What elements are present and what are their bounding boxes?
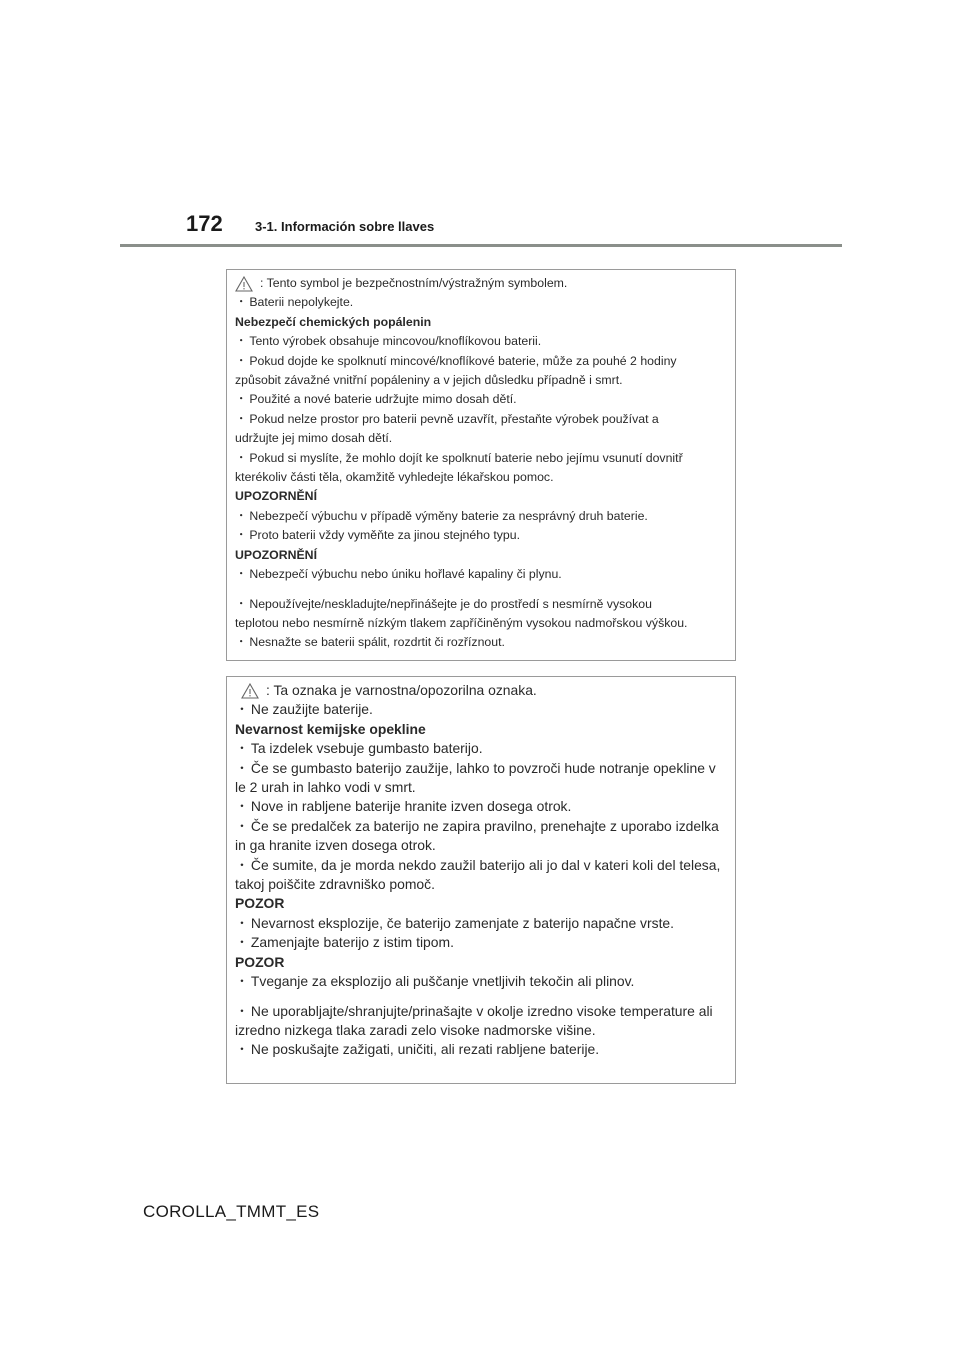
warning-heading <box>235 313 729 332</box>
paragraph-gap <box>235 585 729 595</box>
line-text: Pokud nelze prostor pro baterii pevně uzavřít, přestaňte výrobek používat a <box>249 411 659 426</box>
bullet-item <box>235 914 729 933</box>
bullet-item <box>235 526 729 545</box>
bullet-item <box>235 759 729 778</box>
text-line <box>235 429 729 448</box>
text-line <box>235 681 729 700</box>
text-line <box>235 1021 729 1040</box>
text-line <box>235 274 729 293</box>
line-text: Tveganje za eksplozijo ali puščanje vnetljivih tekočin ali plinov. <box>250 973 635 990</box>
text-line <box>235 614 729 633</box>
bullet-marker: ・ <box>235 334 248 349</box>
bullet-item <box>235 565 729 584</box>
line-text: Použité a nové baterie udržujte mimo dosah dětí. <box>249 392 517 407</box>
line-text: in ga hranite izven dosega otrok. <box>235 837 436 854</box>
line-text: Nevarnost kemijske opekline <box>235 720 426 737</box>
bullet-item <box>235 410 729 429</box>
bullet-item <box>235 1002 729 1021</box>
bullet-marker: ・ <box>235 914 249 931</box>
bullet-marker: ・ <box>235 635 248 650</box>
bullet-marker: ・ <box>235 411 248 426</box>
bullet-item <box>235 700 729 719</box>
line-text: Ne uporabljajte/shranjujte/prinašajte v okolje izredno visoke temperature ali <box>250 1002 713 1019</box>
line-text: udržujte jej mimo dosah dětí. <box>235 431 393 446</box>
line-text: Nebezpečí výbuchu nebo úniku hořlavé kapaliny či plynu. <box>249 567 562 582</box>
warning-heading <box>235 894 729 913</box>
line-text: POZOR <box>235 953 285 970</box>
line-text: Nesnažte se baterii spálit, rozdrtit či rozříznout. <box>249 635 505 650</box>
line-text: Nebezpečí chemických popálenin <box>235 314 432 329</box>
bullet-marker: ・ <box>235 353 248 368</box>
bullet-marker: ・ <box>235 1002 249 1019</box>
bullet-marker: ・ <box>235 701 249 718</box>
bullet-marker: ・ <box>235 973 249 990</box>
text-line <box>235 778 729 797</box>
bullet-item <box>235 507 729 526</box>
page-number: 172 <box>186 211 223 236</box>
line-text: Baterii nepolykejte. <box>249 295 354 310</box>
bullet-item <box>235 352 729 371</box>
bullet-item <box>235 739 729 758</box>
line-text: Nove in rabljene baterije hranite izven dosega otrok. <box>250 798 572 815</box>
warning-heading <box>235 546 729 565</box>
line-text: Nebezpečí výbuchu v případě výměny baterie za nesprávný druh baterie. <box>249 508 648 523</box>
bullet-item <box>235 633 729 652</box>
line-text: Pokud si myslíte, že mohlo dojít ke spolknutí baterie nebo jejímu vsunutí dovnitř <box>249 450 683 465</box>
bullet-marker: ・ <box>235 392 248 407</box>
section-title: 3-1. Información sobre llaves <box>255 219 435 234</box>
line-text: Če se predalček za baterijo ne zapira pravilno, prenehajte z uporabo izdelka <box>250 817 719 834</box>
line-text: Če sumite, da je morda nekdo zaužil baterijo ali jo dal v kateri koli del telesa, <box>250 856 721 873</box>
bullet-marker: ・ <box>235 740 249 757</box>
bullet-item <box>235 972 729 991</box>
header-divider <box>120 244 842 247</box>
line-text: : Ta oznaka je varnostna/opozorilna oznaka. <box>266 682 537 698</box>
text-line <box>235 468 729 487</box>
bullet-marker: ・ <box>235 856 249 873</box>
line-text: le 2 urah in lahko vodi v smrt. <box>235 779 416 796</box>
bullet-marker: ・ <box>235 817 249 834</box>
line-text: UPOZORNĚNÍ <box>235 489 317 504</box>
bullet-marker: ・ <box>235 528 248 543</box>
line-text: způsobit závažné vnitřní popáleniny a v jejich důsledku případně i smrt. <box>235 373 623 388</box>
warning-heading <box>235 953 729 972</box>
line-text: : Tento symbol je bezpečnostním/výstražným symbolem. <box>260 276 568 290</box>
bullet-item <box>235 817 729 836</box>
bullet-item <box>235 797 729 816</box>
bullet-marker: ・ <box>235 508 248 523</box>
line-text: Proto baterii vždy vyměňte za jinou stejného typu. <box>249 528 520 543</box>
line-text: Pokud dojde ke spolknutí mincové/knoflíkové baterie, může za pouhé 2 hodiny <box>249 353 677 368</box>
line-text: Tento výrobek obsahuje mincovou/knoflíkovou baterii. <box>249 334 542 349</box>
line-text: kterékoliv části těla, okamžitě vyhledejte lékařskou pomoc. <box>235 470 554 485</box>
text-line <box>235 836 729 855</box>
bullet-item <box>235 856 729 875</box>
bullet-marker: ・ <box>235 798 249 815</box>
line-text: takoj poiščite zdravniško pomoč. <box>235 876 435 893</box>
warning-triangle-icon <box>241 683 259 699</box>
bullet-marker: ・ <box>235 596 248 611</box>
line-text: Ne poskušajte zažigati, uničiti, ali rezati rabljene baterije. <box>250 1041 600 1058</box>
bullet-item <box>235 1040 729 1059</box>
line-text: izredno nizkega tlaka zaradi zelo visoke nadmorske višine. <box>235 1021 596 1038</box>
bullet-marker: ・ <box>235 759 249 776</box>
slovene-warning-box <box>226 676 736 1084</box>
warning-triangle-icon <box>235 276 253 292</box>
bullet-item <box>235 933 729 952</box>
line-text: Ne zaužijte baterije. <box>250 701 373 718</box>
bullet-item <box>235 390 729 409</box>
model-code: COROLLA_TMMT_ES <box>143 1202 320 1221</box>
bullet-marker: ・ <box>235 934 249 951</box>
czech-warning-box <box>226 269 736 661</box>
bullet-marker: ・ <box>235 295 248 310</box>
warning-heading <box>235 487 729 506</box>
text-line <box>235 875 729 894</box>
bullet-item <box>235 449 729 468</box>
paragraph-gap <box>235 992 729 1002</box>
line-text: teplotou nebo nesmírně nízkým tlakem zapříčiněným vysokou nadmořskou výškou. <box>235 615 688 630</box>
bullet-item <box>235 332 729 351</box>
line-text: Nepoužívejte/neskladujte/nepřinášejte je do prostředí s nesmírně vysokou <box>249 596 652 611</box>
bullet-item <box>235 293 729 312</box>
bullet-marker: ・ <box>235 567 248 582</box>
text-line <box>235 371 729 390</box>
bullet-marker: ・ <box>235 450 248 465</box>
line-text: Če se gumbasto baterijo zaužije, lahko to povzroči hude notranje opekline v <box>250 759 716 776</box>
bullet-marker: ・ <box>235 1041 249 1058</box>
line-text: Nevarnost eksplozije, če baterijo zamenjate z baterijo napačne vrste. <box>250 914 675 931</box>
line-text: Ta izdelek vsebuje gumbasto baterijo. <box>250 740 483 757</box>
line-text: POZOR <box>235 895 285 912</box>
warning-heading <box>235 720 729 739</box>
line-text: Zamenjajte baterijo z istim tipom. <box>250 934 454 951</box>
bullet-item <box>235 595 729 614</box>
line-text: UPOZORNĚNÍ <box>235 547 317 562</box>
